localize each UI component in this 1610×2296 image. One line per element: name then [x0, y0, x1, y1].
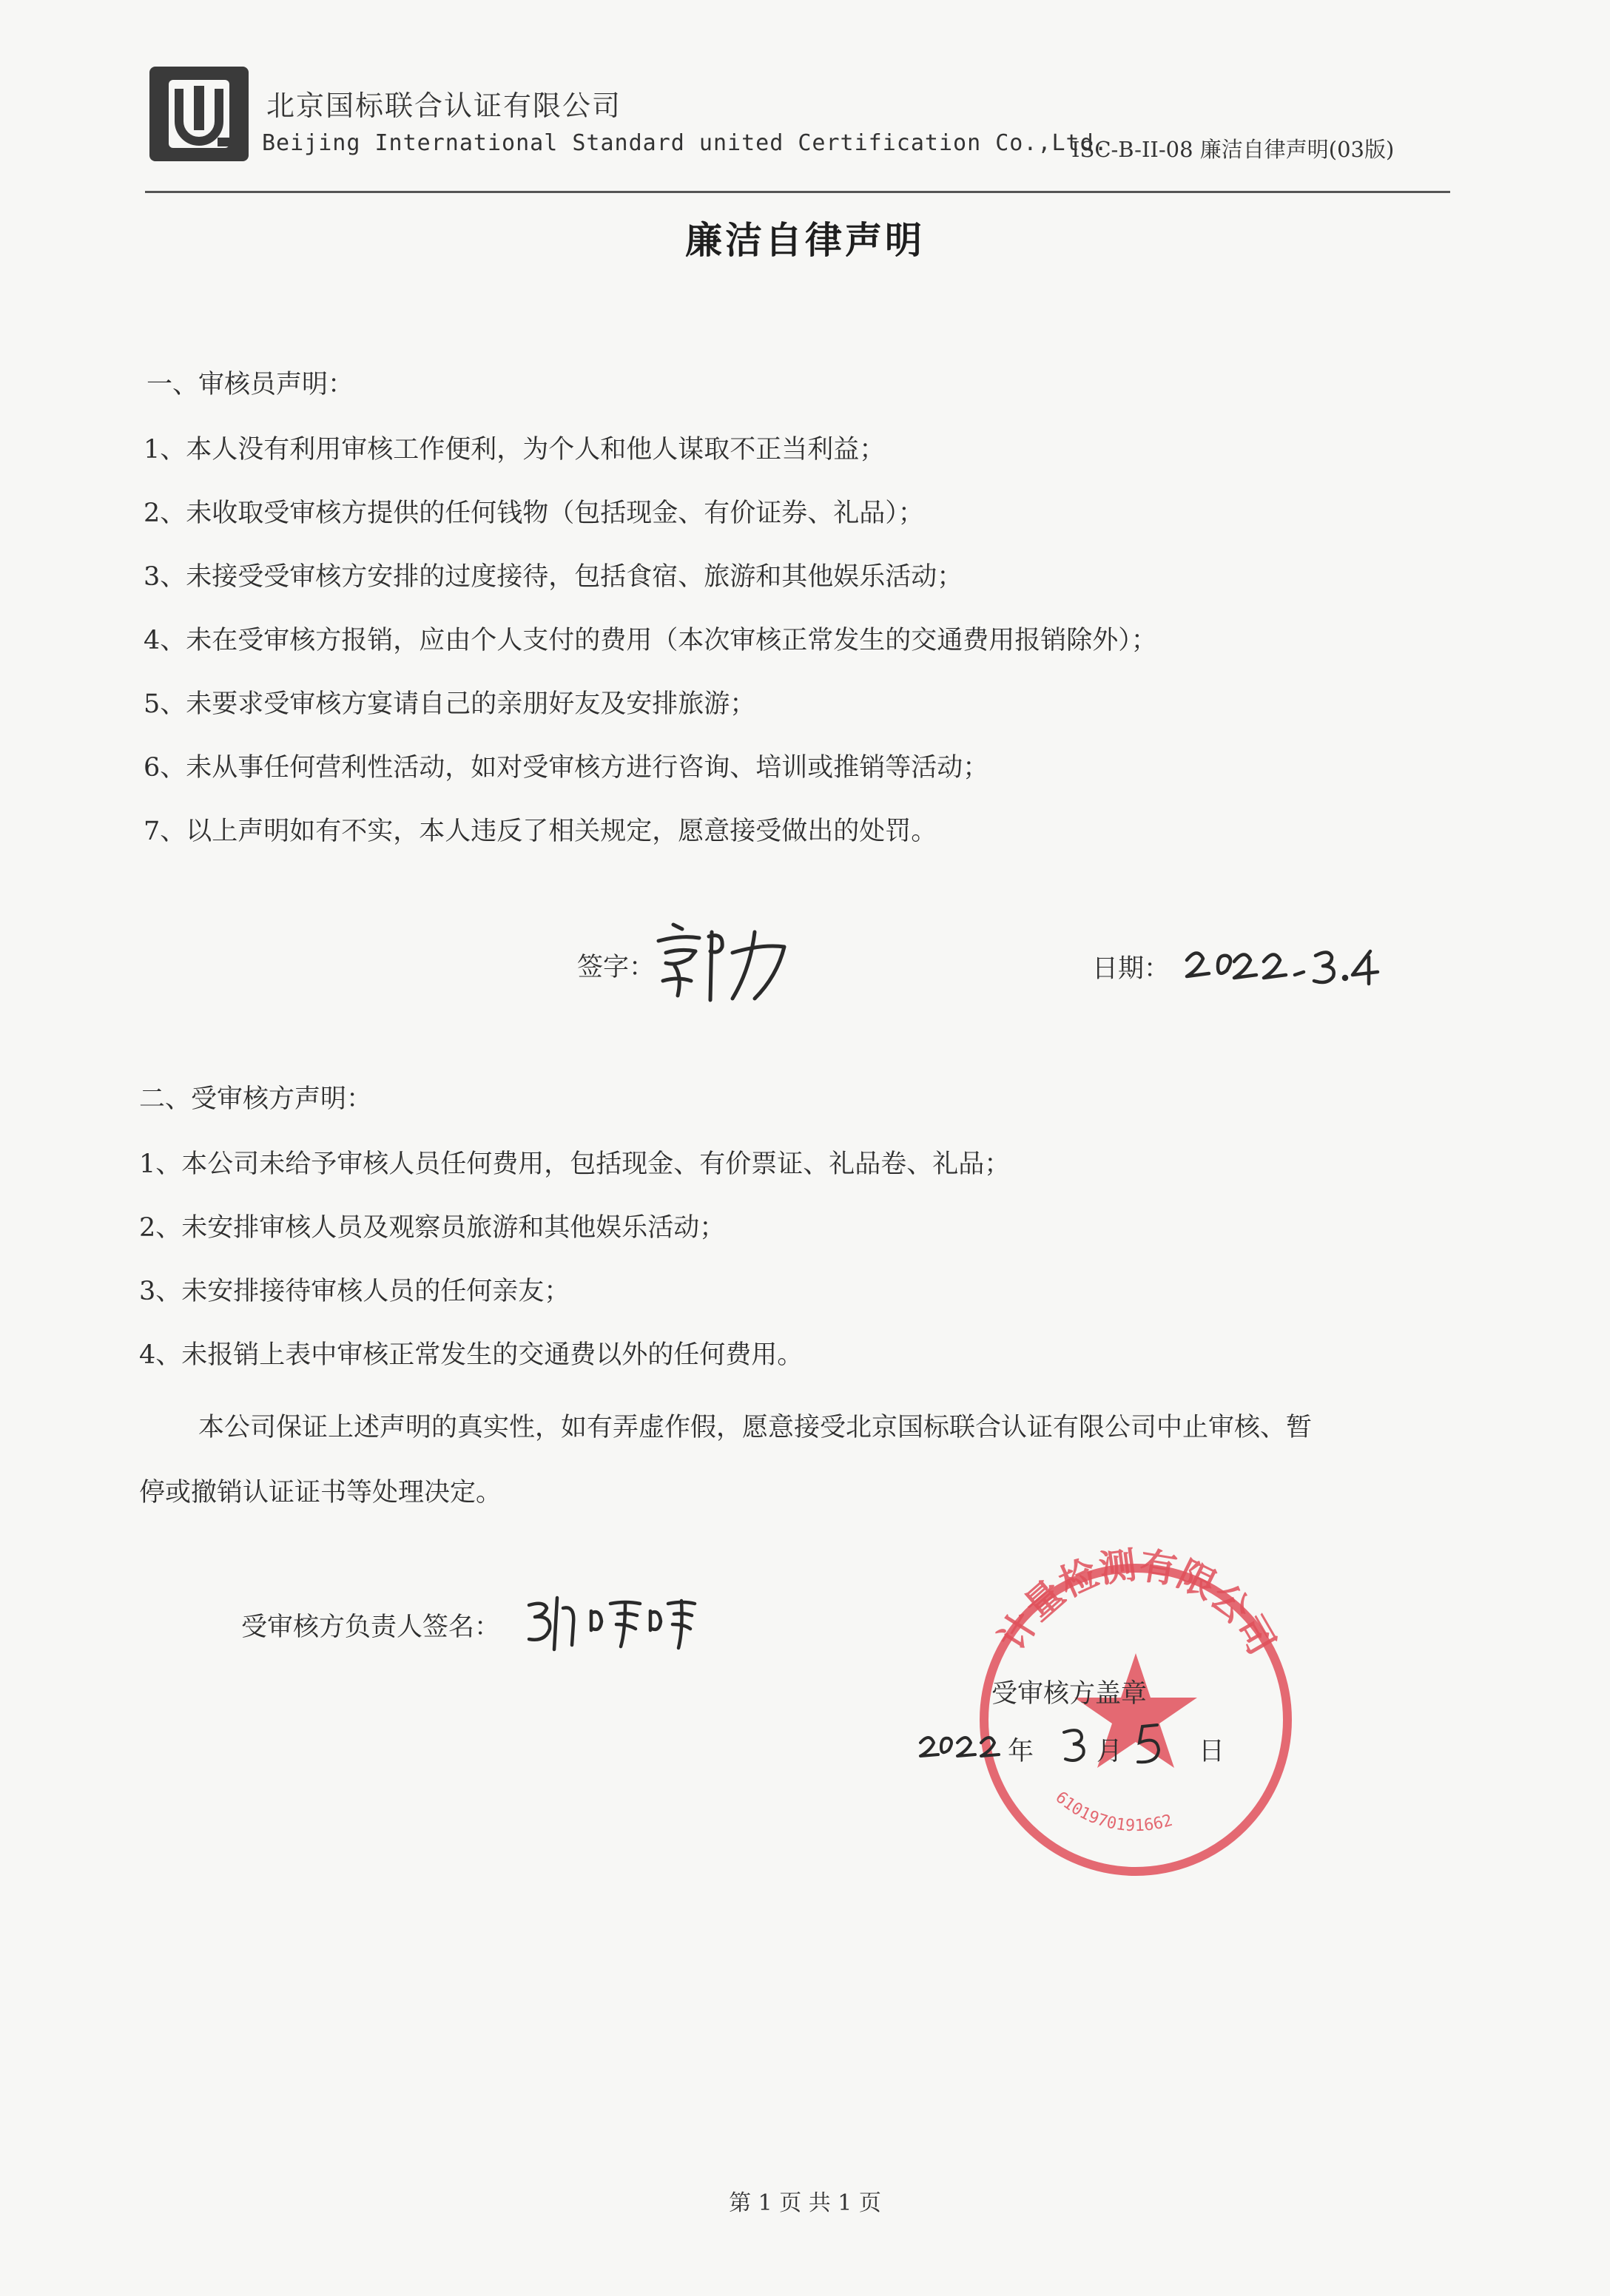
section2-item: 2、未安排审核人员及观察员旅游和其他娱乐活动； — [139, 1213, 726, 1243]
seal-date-day-suffix: 日 — [1199, 1737, 1225, 1766]
auditor-sign-label: 签字： — [577, 953, 656, 982]
section1-item: 6、未从事任何营利性活动，如对受审核方进行咨询、培训或推销等活动； — [144, 753, 989, 783]
company-seal-stamp — [962, 1542, 1310, 1890]
guarantee-line-2: 停或撤销认证证书等处理决定。 — [139, 1478, 502, 1507]
section1-item: 3、未接受受审核方安排的过度接待，包括食宿、旅游和其他娱乐活动； — [144, 562, 963, 592]
section1-item: 2、未收取受审核方提供的任何钱物（包括现金、有价证券、礼品）； — [144, 499, 924, 528]
seal-date-day-hand — [1131, 1718, 1168, 1769]
document-title: 廉洁自律声明 — [685, 219, 925, 262]
seal-date-year-hand — [917, 1725, 1006, 1769]
seal-label: 受审核方盖章 — [991, 1679, 1148, 1709]
section2-heading: 二、受审核方声明： — [139, 1084, 373, 1114]
section1-item: 5、未要求受审核方宴请自己的亲朋好友及安排旅游； — [144, 689, 756, 719]
section1-item: 1、本人没有利用审核工作便利，为个人和他人谋取不正当利益； — [144, 435, 886, 465]
stamp-text: 计量检测有限公司 — [991, 1544, 1283, 1662]
header-divider — [145, 191, 1450, 193]
company-name-cn: 北京国标联合认证有限公司 — [266, 90, 622, 122]
seal-date-month-hand — [1058, 1722, 1095, 1766]
stamp-number: 6101970191662 — [1051, 1788, 1175, 1836]
auditor-signature — [644, 910, 806, 1013]
section1-item: 4、未在受审核方报销，应由个人支付的费用（本次审核正常发生的交通费用报销除外）； — [144, 626, 1157, 655]
guarantee-line-1: 本公司保证上述声明的真实性，如有弄虚作假，愿意接受北京国标联合认证有限公司中止审核、暂 — [198, 1413, 1313, 1442]
leader-sign-label: 受审核方负责人签名： — [241, 1613, 501, 1642]
auditor-date-label: 日期： — [1092, 954, 1171, 984]
leader-signature — [522, 1590, 707, 1657]
section1-item: 7、以上声明如有不实，本人违反了相关规定，愿意接受做出的处罚。 — [144, 817, 937, 846]
page-footer: 第 1 页 共 1 页 — [729, 2190, 881, 2216]
section2-item: 3、未安排接待审核人员的任何亲友； — [139, 1277, 570, 1306]
seal-date-year-suffix: 年 — [1008, 1737, 1034, 1766]
company-logo-icon — [146, 64, 252, 164]
section2-item: 4、未报销上表中审核正常发生的交通费以外的任何费用。 — [139, 1340, 804, 1370]
seal-date-month-suffix: 月 — [1097, 1737, 1123, 1766]
document-code: ISC-B-II-08 廉洁自律声明(03版) — [1071, 137, 1395, 162]
section2-item: 1、本公司未给予审核人员任何费用，包括现金、有价票证、礼品卷、礼品； — [139, 1149, 1011, 1179]
auditor-handwritten-date — [1182, 939, 1397, 991]
company-name-en: Beijing International Standard united Certification Co.,Ltd. — [262, 130, 1108, 156]
section1-heading: 一、审核员声明： — [146, 370, 354, 399]
